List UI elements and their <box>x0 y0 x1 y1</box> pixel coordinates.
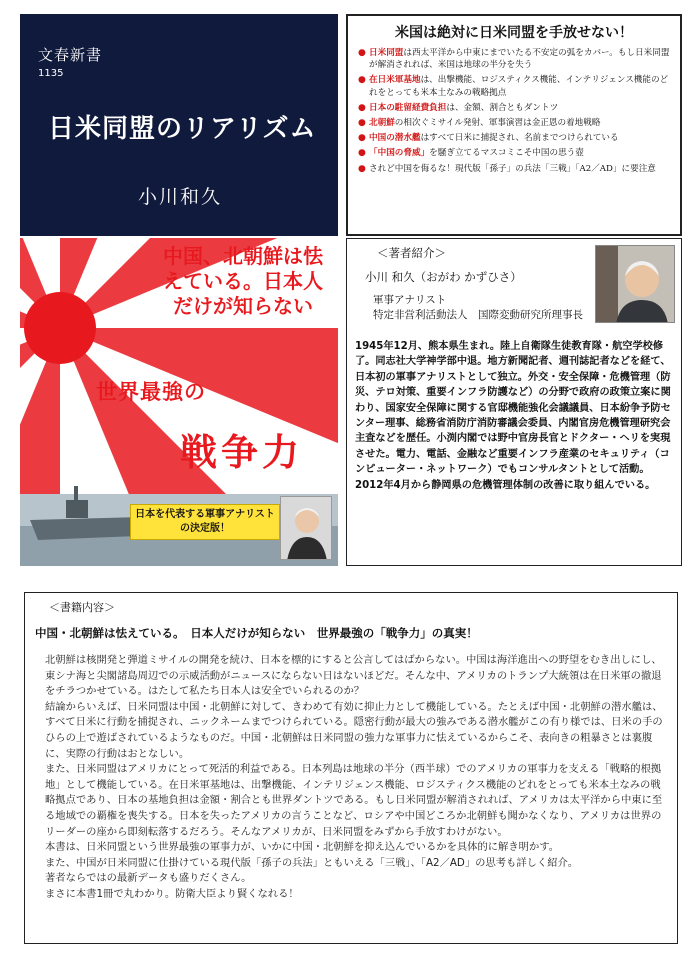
bullet-icon: ● <box>358 75 366 86</box>
author-portrait <box>595 245 675 323</box>
promo-item <box>358 102 670 114</box>
promo-item-text: は、出撃機能、ロジスティクス機能、インテリジェンス機能のどれをとっても米本土なみの戦略拠点 <box>369 75 669 98</box>
promo-item <box>358 47 670 71</box>
bullet-icon: ● <box>358 148 366 159</box>
promo-list <box>358 47 670 175</box>
author-role: 軍事アナリスト <box>373 294 447 306</box>
author-heading: ＜著者紹介＞ <box>377 246 446 260</box>
contents-paragraph: 北朝鮮は核開発と弾道ミサイルの開発を続け、日本を標的にすると公言してはばからない。中国は海洋進出への野望をむき出しにし、東シナ海と尖閣諸島周辺での示威活動がニュースにならない日はないほどだ。そんな中、アメリカのトランプ大統領は在日米軍の撤退をチラつかせている。はたして私たち日本人は安全でいられるのか？ <box>45 654 662 698</box>
cover-title: 日米同盟のリアリズム <box>48 114 317 144</box>
promo-item <box>358 74 670 98</box>
promo-item-highlight: 日本の駐留経費負担 <box>369 102 447 113</box>
contents-tagline: 中国・北朝鮮は怯えている。 日本人だけが知らない 世界最強の「戦争力」の真実！ <box>35 626 478 640</box>
book-cover <box>20 14 338 236</box>
promo-item-highlight: 在日米軍基地 <box>369 75 421 86</box>
book-poster <box>20 238 338 566</box>
bullet-icon: ● <box>358 102 366 113</box>
contents-paragraph: 結論からいえば、日米同盟は中国・北朝鮮に対して、きわめて有効に抑止力として機能している。たとえば中国・北朝鮮の潜水艦は、すべて日米に行動を捕捉され、ニックネームまでつけられている。隠密行動が最大の強みである潜水艦がこの有り様では、日米の手のひらの上で遊ばされているようなものだ。中国・北朝鮮は日米同盟の強力な軍事力に怯えているからこそ、表向きの粗暴さとは裏腹に、実際の行動はおとなしい。 <box>45 700 663 760</box>
book-contents <box>24 592 678 944</box>
promo-item-highlight: 中国の潜水艦 <box>369 133 421 144</box>
promo-headline: 米国は絶対に日米同盟を手放せない！ <box>395 25 633 41</box>
promo-item-highlight: 日米同盟 <box>369 48 404 58</box>
contents-paragraph: また、日米同盟はアメリカにとって死活的利益である。日本列島は地球の半分（西半球）でのアメリカの軍事力を支える「戦略的根拠地」として機能している。在日米軍基地は、出撃機能、インテリジェンス機能、ロジスティクス機能のどれをとっても米本土なみの戦略拠点であり、日本の基地負担は金額・割合とも世界ダントツである。もし日米同盟が解消されれば、アメリカは太平洋から中東に至る地域での覇権を喪失する。日本を失ったアメリカの言うことなど、ロシアや中国どころか北朝鮮も聞かなくなり、アメリカは世界のリーダーの座から即刻転落するだろう。そんなアメリカが、日米同盟をみずから手放すわけがない。 <box>45 763 663 838</box>
promo-item-text: されど中国を侮るな！現代版「孫子」の兵法「三戦」「A2／AD」に要注意 <box>369 163 656 174</box>
promo-item-text: はすべて日米に捕捉され、名前までつけられている <box>420 133 619 144</box>
promo-item <box>358 117 670 129</box>
poster-badge: 日本を代表する軍事アナリストの決定版！ <box>130 504 280 540</box>
contents-paragraph: また、中国が日米同盟に仕掛けている現代版「孫子の兵法」ともいえる「三戦」、「A2／AD」の思考も詳しく紹介。 <box>45 856 579 869</box>
contents-body <box>35 653 667 903</box>
promo-item-highlight: 「中国の脅威」 <box>369 148 430 159</box>
author-name: 小川 和久（おがわ かずひさ） <box>365 270 522 284</box>
contents-heading: ＜書籍内容＞ <box>49 601 115 614</box>
author-bio: 1945年12月、熊本県生まれ。陸上自衛隊生徒教育隊・航空学校修了。同志社大学神学部中退。地方新聞記者、週刊誌記者などを経て、日本初の軍事アナリストとして独立。外交・安全保障・危機管理（防災、テロ対策、重要インフラ防護など）の分野で政府の政策立案に関わり、国家安全保障に関する官邸機能強化会議議員、日本紛争予防センター理事、総務省消防庁消防審議会委員、内閣官房危機管理研究会主査などを歴任。小渕内閣では野中官房長官とドクター・ヘリを実現させた。電力、電話、金融など重要インフラ産業のセキュリティ（コンピューター・ネットワーク）でもコンサルタントとして活動。2012年4月から静岡県の危機管理体制の改善に取り組んでいる。 <box>355 341 671 491</box>
poster-subtitle: 世界最強の <box>96 380 206 404</box>
cover-series: 文春新書 <box>38 46 103 64</box>
bullet-icon: ● <box>358 163 366 174</box>
promo-item-text: を騒ぎ立てるマスコミこそ中国の思う壺 <box>429 148 584 159</box>
bullet-icon: ● <box>358 118 366 129</box>
promo-item <box>358 132 670 144</box>
bullet-icon: ● <box>358 133 366 144</box>
poster-main-title: 戦争力 <box>180 431 303 474</box>
cover-number: 1135 <box>38 68 64 79</box>
promo-box <box>346 14 682 236</box>
cover-author: 小川和久 <box>138 186 223 208</box>
author-portrait-small <box>280 496 332 560</box>
promo-item-text: の相次ぐミサイル発射、軍事演習は金正恩の着地戦略 <box>394 118 601 129</box>
promo-item <box>358 163 670 175</box>
bullet-icon: ● <box>358 48 366 58</box>
promo-item-text: は西太平洋から中東にまでいたる不安定の弧をカバー。もし日米同盟が解消されれば、米国は地球の半分を失う <box>369 48 670 71</box>
author-organization: 特定非営利活動法人 国際変動研究所理事長 <box>373 309 583 321</box>
poster-headline: 中国、北朝鮮は怯えている。日本人だけが知らない <box>163 244 323 318</box>
author-profile <box>346 238 682 566</box>
contents-paragraph: 著者ならではの最新データも盛りだくさん。 <box>45 872 252 885</box>
promo-item <box>358 147 670 159</box>
contents-paragraph: まさに本書1冊で丸わかり。防衛大臣より賢くなれる！ <box>45 887 299 900</box>
contents-paragraph: 本書は、日米同盟という世界最強の軍事力が、いかに中国・北朝鮮を抑え込んでいるかを具体的に解き明かす。 <box>45 841 560 854</box>
promo-item-highlight: 北朝鮮 <box>369 118 395 129</box>
promo-item-text: は、金額、割合ともダントツ <box>446 102 559 113</box>
